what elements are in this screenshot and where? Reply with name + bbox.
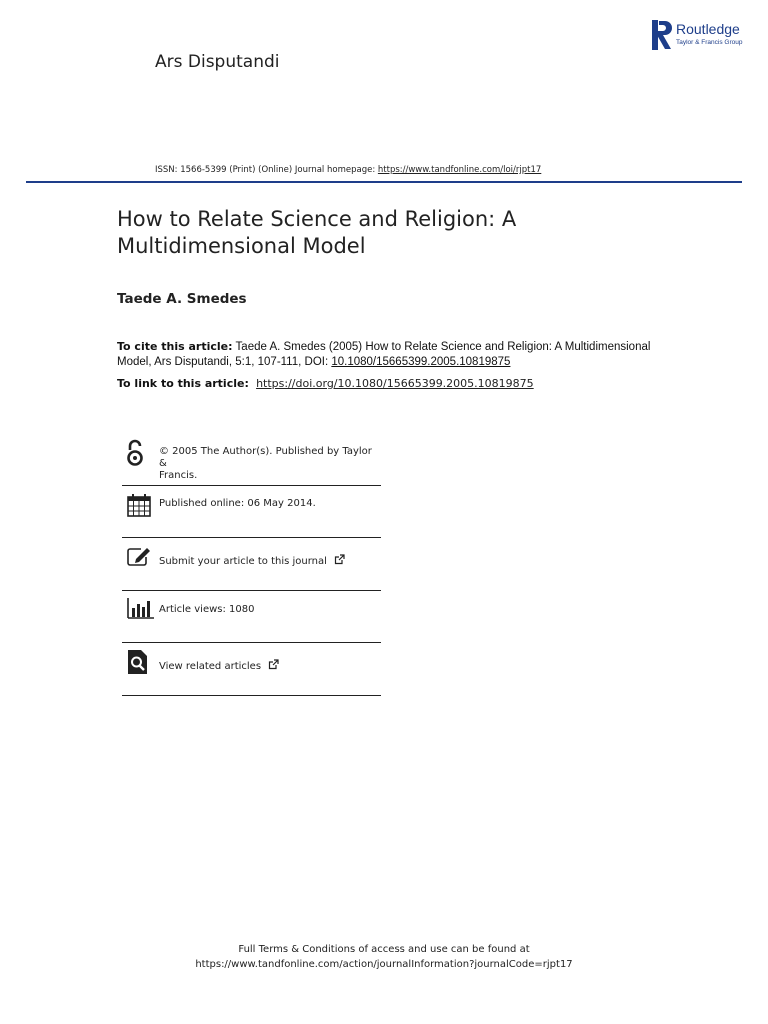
issn-line (155, 165, 541, 175)
article-title-line2: Multidimensional Model (117, 234, 366, 258)
external-link-icon (334, 554, 345, 565)
link-line (117, 377, 534, 390)
routledge-logo-mark (652, 20, 672, 50)
copyright-text (159, 446, 381, 482)
copyright-line2: Francis. (159, 470, 198, 481)
open-access-lock-icon (126, 439, 144, 467)
terms-line1: Full Terms & Conditions of access and use can be found at (238, 944, 530, 955)
journal-name: Ars Disputandi (155, 52, 280, 72)
article-author: Taede A. Smedes (117, 291, 247, 307)
article-title (117, 206, 677, 260)
view-related-link[interactable] (159, 659, 279, 673)
article-title-line1: How to Relate Science and Religion: A (117, 207, 517, 231)
views-text: Article views: 1080 (159, 604, 255, 615)
calendar-icon (127, 493, 151, 517)
cite-text: Taede A. Smedes (2005) How to Relate Science and Religion: A Multidimensional Model, Ars Disputandi, 5:1, 107-111, DOI: (117, 341, 651, 368)
terms-footer (0, 942, 768, 972)
copyright-line1: © 2005 The Author(s). Published by Taylor & (159, 446, 372, 469)
article-link[interactable]: https://doi.org/10.1080/15665399.2005.10819875 (256, 377, 534, 390)
journal-homepage-link[interactable]: https://www.tandfonline.com/loi/rjpt17 (377, 165, 542, 175)
search-document-icon (127, 649, 149, 675)
related-text[interactable]: View related articles (159, 661, 262, 672)
issn-text: ISSN: 1566-5399 (Print) (Online) Journal homepage: (155, 165, 376, 175)
submit-article-link[interactable] (159, 554, 345, 568)
publisher-name: Routledge (676, 21, 740, 37)
info-divider (122, 590, 381, 591)
cite-label: To cite this article: (117, 340, 233, 353)
info-divider (122, 642, 381, 643)
external-link-icon (268, 659, 279, 670)
info-divider (122, 695, 381, 696)
bar-chart-icon (127, 597, 155, 619)
citation-block (117, 339, 677, 370)
published-text: Published online: 06 May 2014. (159, 498, 316, 509)
submit-text[interactable]: Submit your article to this journal (159, 556, 327, 567)
edit-pencil-icon (127, 546, 153, 568)
info-divider (122, 537, 381, 538)
doi-link[interactable]: 10.1080/15665399.2005.10819875 (331, 356, 511, 368)
terms-url[interactable]: https://www.tandfonline.com/action/journalInformation?journalCode=rjpt17 (195, 959, 573, 970)
header-divider (26, 181, 742, 183)
link-label: To link to this article: (117, 377, 249, 390)
info-divider (122, 485, 381, 486)
publisher-group: Taylor & Francis Group (676, 39, 743, 46)
